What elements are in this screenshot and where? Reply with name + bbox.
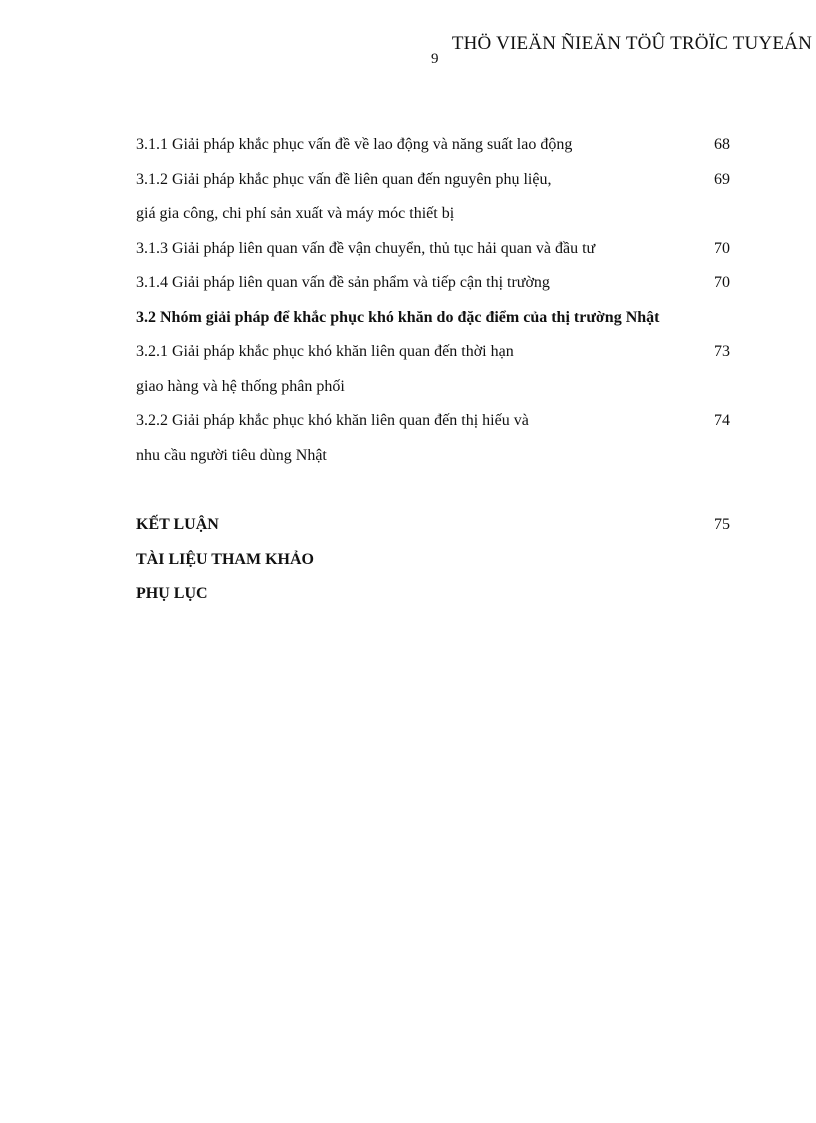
page-number: 9 <box>431 51 439 67</box>
toc-entry-3-1-2-continued[interactable] <box>136 203 736 238</box>
toc-section-ket-luan[interactable] <box>136 514 736 549</box>
toc-entry-page: 70 <box>714 274 730 291</box>
toc-entry-text: 3.1.1 Giải pháp khắc phục vấn đề về lao động và năng suất lao động <box>136 136 573 153</box>
toc-section-heading: 3.2 Nhóm giải pháp để khắc phục khó khăn do đặc điểm của thị trường Nhật <box>136 308 660 326</box>
toc-section-phu-luc[interactable] <box>136 583 736 618</box>
toc-section-heading: TÀI LIỆU THAM KHẢO <box>136 550 314 568</box>
toc-entry-page: 69 <box>714 170 730 188</box>
toc-entry-page: 70 <box>714 239 730 257</box>
toc-entry-text: 3.2.2 Giải pháp khắc phục khó khăn liên quan đến thị hiếu và <box>136 412 529 429</box>
toc-section-tai-lieu-tham-khao[interactable] <box>136 549 736 584</box>
toc-entry-text: 3.1.3 Giải pháp liên quan vấn đề vận chuyển, thủ tục hải quan và đầu tư <box>136 239 596 257</box>
toc-entry-text: giao hàng và hệ thống phân phối <box>136 377 345 395</box>
toc-entry-text: 3.1.2 Giải pháp khắc phục vấn đề liên quan đến nguyên phụ liệu, <box>136 170 552 188</box>
toc-entry-text: 3.2.1 Giải pháp khắc phục khó khăn liên quan đến thời hạn <box>136 343 514 360</box>
header-title: THÖ VIEÄN ÑIEÄN TÖÛ TRÖÏC TUYEÁN <box>451 33 812 54</box>
toc-entry-text: giá gia công, chi phí sản xuất và máy móc thiết bị <box>136 205 455 222</box>
section-spacer <box>136 479 736 514</box>
toc-section-heading: KẾT LUẬN <box>136 516 219 533</box>
toc-entry-3-1-1[interactable] <box>136 134 736 169</box>
toc-entry-3-1-4[interactable] <box>136 272 736 307</box>
toc-entry-3-1-2[interactable] <box>136 169 736 204</box>
toc-entry-3-2-1-continued[interactable] <box>136 376 736 411</box>
toc-entry-3-2-2-continued[interactable] <box>136 445 736 480</box>
toc-entry-3-2-2[interactable] <box>136 410 736 445</box>
table-of-contents <box>136 134 736 618</box>
toc-entry-page: 75 <box>714 516 730 533</box>
toc-entry-page: 68 <box>714 136 730 153</box>
toc-entry-text: nhu cầu người tiêu dùng Nhật <box>136 446 327 464</box>
toc-entry-page: 73 <box>714 343 730 360</box>
toc-entry-page: 74 <box>714 412 730 429</box>
toc-entry-text: 3.1.4 Giải pháp liên quan vấn đề sản phẩm và tiếp cận thị trường <box>136 274 550 291</box>
toc-section-heading: PHỤ LỤC <box>136 585 208 602</box>
toc-entry-3-1-3[interactable] <box>136 238 736 273</box>
toc-section-3-2[interactable] <box>136 307 736 342</box>
toc-entry-3-2-1[interactable] <box>136 341 736 376</box>
